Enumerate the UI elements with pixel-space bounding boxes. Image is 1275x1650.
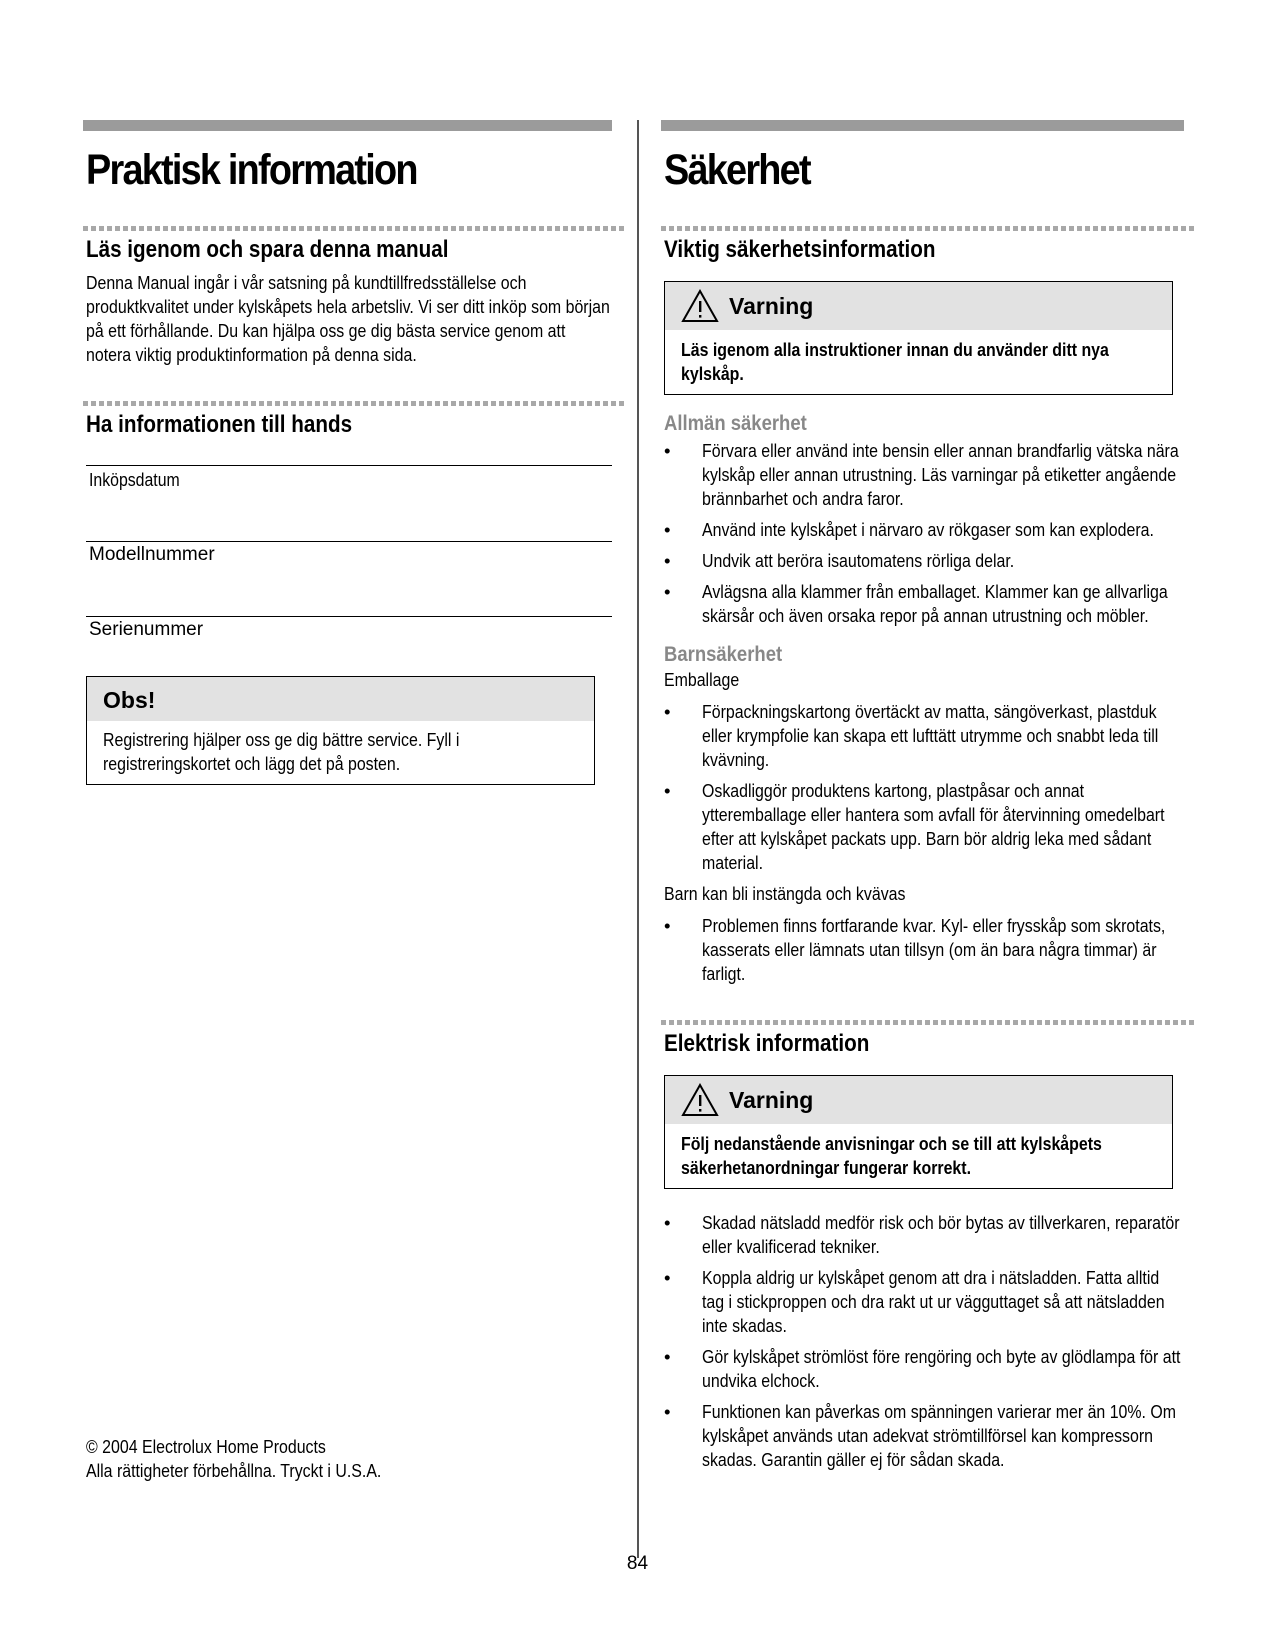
- warning-text: Följ nedanstående anvisningar och se till att kylskåpets säkerhetanordningar fungerar korrekt.: [681, 1133, 1102, 1178]
- purchase-date-field[interactable]: [86, 465, 612, 490]
- warning-icon: [681, 1083, 719, 1117]
- list-item: • Förpackningskartong övertäckt av matta, sängöverkast, plastduk eller krympfolie kan skapa ett lufttätt utrymme och snabbt leda till kvävning.: [664, 700, 1184, 772]
- packaging-list: [664, 700, 1184, 875]
- section-text: Denna Manual ingår i vår satsning på kundtillfredsställelse och produktkvalitet under kylskåpets hela arbetsliv. Vi ser ditt inköp som början på ett förhållande. Du kan hjälpa oss ge dig bästa service genom att notera viktig produktinformation på denna sida.: [86, 272, 610, 365]
- note-text: Registrering hjälper oss ge dig bättre service. Fyll i registreringskortet och lägg det på posten.: [103, 729, 460, 774]
- list-item: • Gör kylskåpet strömlöst före rengöring och byte av glödlampa för att undvika elchock.: [664, 1345, 1184, 1393]
- section-heading: Viktig säkerhetsinformation: [664, 236, 936, 263]
- section-heading: Ha informationen till hands: [86, 411, 353, 438]
- left-column: [86, 120, 612, 1520]
- list-item: • Använd inte kylskåpet i närvaro av rökgaser som kan explodera.: [664, 518, 1184, 542]
- warning-box: [664, 281, 1173, 395]
- section-heading: Läs igenom och spara denna manual: [86, 236, 449, 263]
- dotted-divider: [661, 226, 1196, 231]
- list-item: • Oskadliggör produktens kartong, plastpåsar och annat ytteremballage eller hantera som avfall för återvinning omedelbart efter att kylskåpet packats upp. Barn bör aldrig leka med sådant material.: [664, 779, 1184, 875]
- warning-title: Varning: [729, 292, 814, 319]
- title-bar: [661, 120, 1184, 131]
- list-item: • Avlägsna alla klammer från emballaget. Klammer kan ge allvarliga skärsår och även orsaka repor på annan utrustning och möbler.: [664, 580, 1184, 628]
- list-item: • Förvara eller använd inte bensin eller annan brandfarlig vätska nära kylskåp eller annan utrustning. Läs varningar på etiketter angående brännbarhet och andra faror.: [664, 439, 1184, 511]
- title-bar: [83, 120, 612, 131]
- copyright: © 2004 Electrolux Home Products Alla rättigheter förbehållna. Tryckt i U.S.A.: [86, 1436, 382, 1481]
- list-item: • Undvik att beröra isautomatens rörliga delar.: [664, 549, 1184, 573]
- packaging-label: Emballage: [664, 669, 740, 690]
- general-safety-list: [664, 439, 1184, 628]
- list-item: • Funktionen kan påverkas om spänningen varierar mer än 10%. Om kylskåpet används utan adekvat strömtillförsel kan kompressorn skadas. Garantin gäller ej för sådan skada.: [664, 1400, 1184, 1472]
- warning-icon: [681, 289, 719, 323]
- warning-box: [664, 1075, 1173, 1189]
- trapped-list: [664, 914, 1184, 986]
- trapped-label: Barn kan bli instängda och kvävas: [664, 883, 906, 904]
- section-heading: Elektrisk information: [664, 1030, 870, 1057]
- column-divider: [637, 120, 639, 1558]
- serial-number-field[interactable]: [86, 616, 612, 640]
- list-item: • Koppla aldrig ur kylskåpet genom att dra i nätsladden. Fatta alltid tag i stickproppen och dra rakt ut ur vägguttaget så att nätsladden inte skadas.: [664, 1266, 1184, 1338]
- note-box: [86, 676, 595, 785]
- list-item: • Skadad nätsladd medför risk och bör bytas av tillverkaren, reparatör eller kvalificerad tekniker.: [664, 1211, 1184, 1259]
- warning-text: Läs igenom alla instruktioner innan du använder ditt nya kylskåp.: [681, 339, 1109, 384]
- warning-header: [665, 1076, 1172, 1124]
- note-title: Obs!: [87, 677, 594, 721]
- subheading: Allmän säkerhet: [664, 412, 807, 435]
- dotted-divider: [83, 401, 624, 406]
- electrical-list: [664, 1211, 1184, 1472]
- warning-header: [665, 282, 1172, 330]
- model-number-field[interactable]: [86, 541, 612, 565]
- dotted-divider: [83, 226, 624, 231]
- dotted-divider: [661, 1020, 1196, 1025]
- field-label: Serienummer: [89, 619, 204, 640]
- field-label: Inköpsdatum: [89, 470, 180, 490]
- subheading: Barnsäkerhet: [664, 643, 783, 666]
- warning-title: Varning: [729, 1086, 814, 1113]
- page-title: Praktisk information: [86, 146, 417, 194]
- field-label: Modellnummer: [89, 544, 215, 565]
- page-number: 84: [626, 1553, 649, 1574]
- right-column: [664, 120, 1184, 1520]
- list-item: • Problemen finns fortfarande kvar. Kyl- eller frysskåp som skrotats, kasserats eller lämnats utan tillsyn (om än bara några timmar) är farligt.: [664, 914, 1184, 986]
- page-title: Säkerhet: [664, 146, 810, 194]
